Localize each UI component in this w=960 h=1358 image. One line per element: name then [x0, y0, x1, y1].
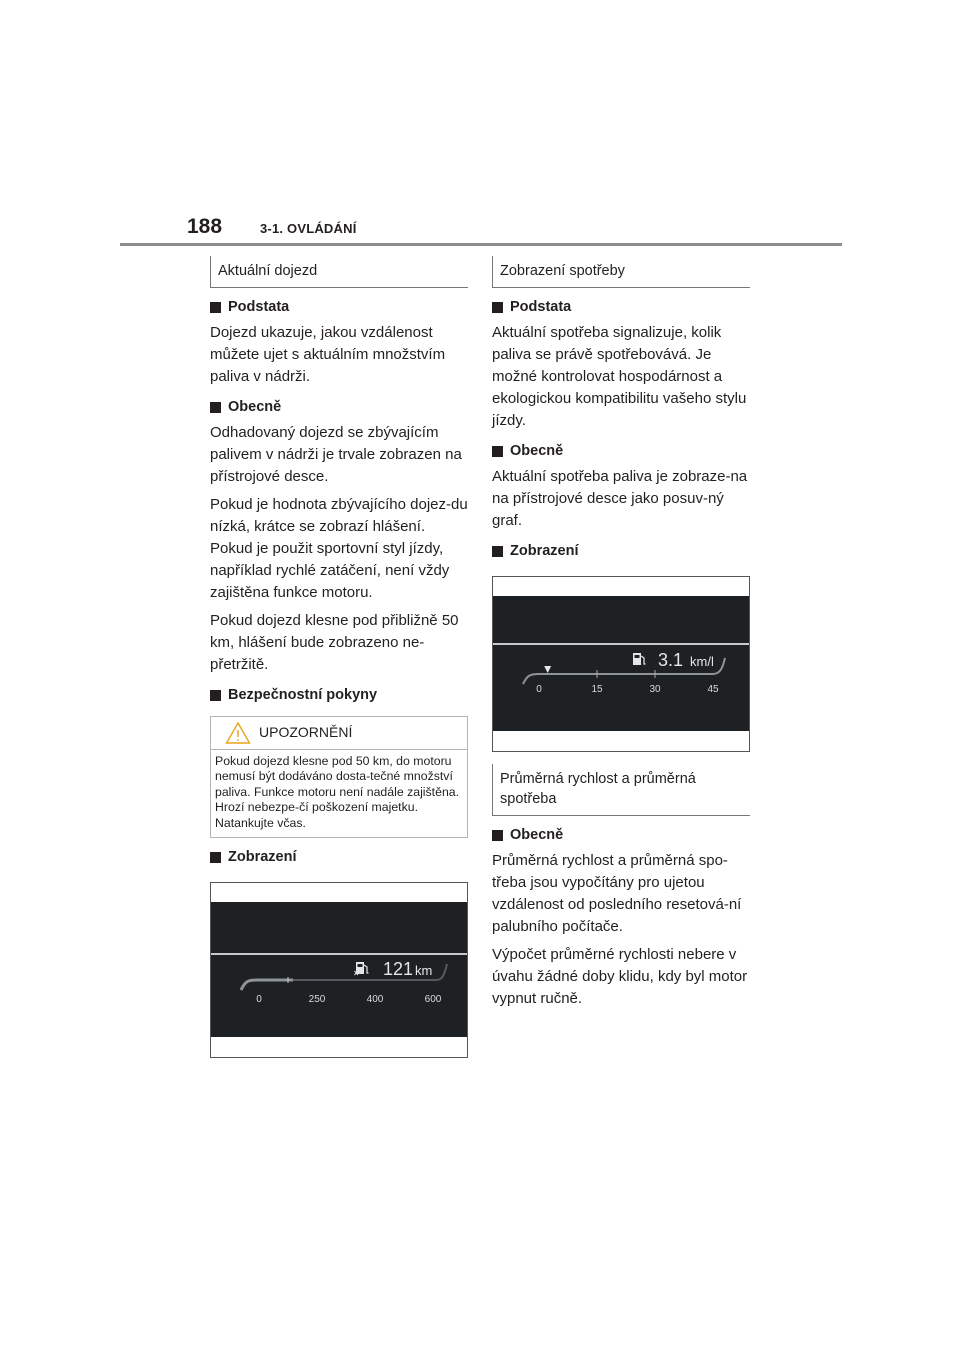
tick-label: 15 [591, 684, 603, 695]
square-bullet-icon [210, 690, 221, 701]
instrument-screen [211, 902, 467, 1037]
consumption-unit: km/l [690, 654, 714, 669]
warning-header [211, 717, 467, 750]
header-rule [120, 243, 842, 246]
warning-title: UPOZORNĚNÍ [259, 724, 353, 740]
right-column [492, 256, 750, 1010]
warning-triangle-icon [225, 721, 251, 745]
tick-label: 30 [649, 684, 661, 695]
heading-text: Zobrazení [228, 849, 297, 866]
instrument-screen [493, 596, 749, 731]
fuel-pump-icon [633, 653, 646, 665]
heading-text: Obecně [510, 827, 564, 843]
square-bullet-icon [492, 830, 503, 841]
heading-general [492, 826, 750, 844]
heading-basics [210, 298, 468, 316]
paragraph: Pokud dojezd klesne pod přibližně 50 km, hlášení bude zobrazeno ne-přetržitě. [210, 612, 459, 673]
square-bullet-icon [210, 302, 221, 313]
square-bullet-icon [492, 302, 503, 313]
range-display-figure [210, 882, 468, 1058]
tick-label: 400 [366, 994, 384, 1006]
section-title-average: Průměrná rychlost a průměrná spotřeba [492, 764, 750, 816]
tick-label: 250 [308, 994, 326, 1006]
paragraph: Výpočet průměrné rychlosti nebere v úvahu žádné doby klidu, kdy byl motor vypnut ručně. [492, 946, 748, 1007]
square-bullet-icon [492, 546, 503, 557]
square-bullet-icon [492, 446, 503, 457]
paragraph: Aktuální spotřeba paliva je zobraze-na na přístrojové desce jako posuv-ný graf. [492, 468, 748, 529]
paragraph: Dojezd ukazuje, jakou vzdálenost můžete ujet s aktuálním množstvím paliva v nádrži. [210, 324, 446, 385]
consumption-gauge [493, 596, 749, 731]
heading-text: Obecně [228, 399, 282, 415]
square-bullet-icon [210, 402, 221, 413]
gauge-fill [241, 980, 293, 990]
tick-label: 600 [424, 994, 442, 1006]
chapter-title: 3-1. OVLÁDÁNÍ [260, 221, 357, 236]
section-title-range: Aktuální dojezd [210, 256, 468, 288]
tick-label: 45 [707, 684, 719, 695]
heading-text: Obecně [510, 443, 564, 459]
warning-box [210, 716, 468, 838]
heading-text: Podstata [228, 299, 290, 315]
heading-safety [210, 686, 468, 704]
paragraph: Pokud je hodnota zbývajícího dojez-du nízká, krátce se zobrazí hlášení. Pokud je použit sportovní styl jízdy, například rychlé zatáčení, není vždy zajištěna funkce motoru. [210, 496, 468, 601]
paragraph: Průměrná rychlost a průměrná spo-třeba jsou vypočítány pro ujetou vzdálenost od posledního resetová-ní palubního počítače. [492, 852, 742, 935]
range-unit: km [415, 963, 433, 979]
left-column [210, 256, 468, 1058]
consumption-marker [544, 666, 551, 673]
heading-text: Podstata [510, 299, 572, 315]
square-bullet-icon [210, 852, 221, 863]
fuel-pump-icon [355, 962, 369, 975]
heading-text: Zobrazení [510, 543, 579, 559]
heading-display [492, 542, 750, 560]
heading-basics [492, 298, 750, 316]
paragraph: Aktuální spotřeba signalizuje, kolik paliva se právě spotřebovává. Je možné kontrolovat hospodárnost a ekologickou kompatibilitu vašeho stylu jízdy. [492, 324, 747, 429]
warning-text: Pokud dojezd klesne pod 50 km, do motoru nemusí být dodáváno dosta-tečné množství paliva. Funkce motoru není nadále zajištěna. Hrozí nebezpe-čí poškození majetku. Natankujte včas. [215, 754, 460, 830]
range-gauge [211, 902, 467, 1037]
tick-label: 0 [256, 994, 262, 1006]
consumption-value: 3.1 [658, 650, 684, 670]
page-number: 188 [187, 215, 223, 238]
tick-label: 0 [536, 684, 542, 695]
consumption-display-figure [492, 576, 750, 752]
heading-text: Bezpečnostní pokyny [228, 687, 378, 703]
heading-general [210, 398, 468, 416]
heading-display [210, 848, 468, 866]
paragraph: Odhadovaný dojezd se zbývajícím palivem v nádrži je trvale zobrazen na přístrojové desce. [210, 424, 462, 485]
range-value: 121 [383, 959, 414, 980]
heading-general [492, 442, 750, 460]
section-title-consumption: Zobrazení spotřeby [492, 256, 750, 288]
